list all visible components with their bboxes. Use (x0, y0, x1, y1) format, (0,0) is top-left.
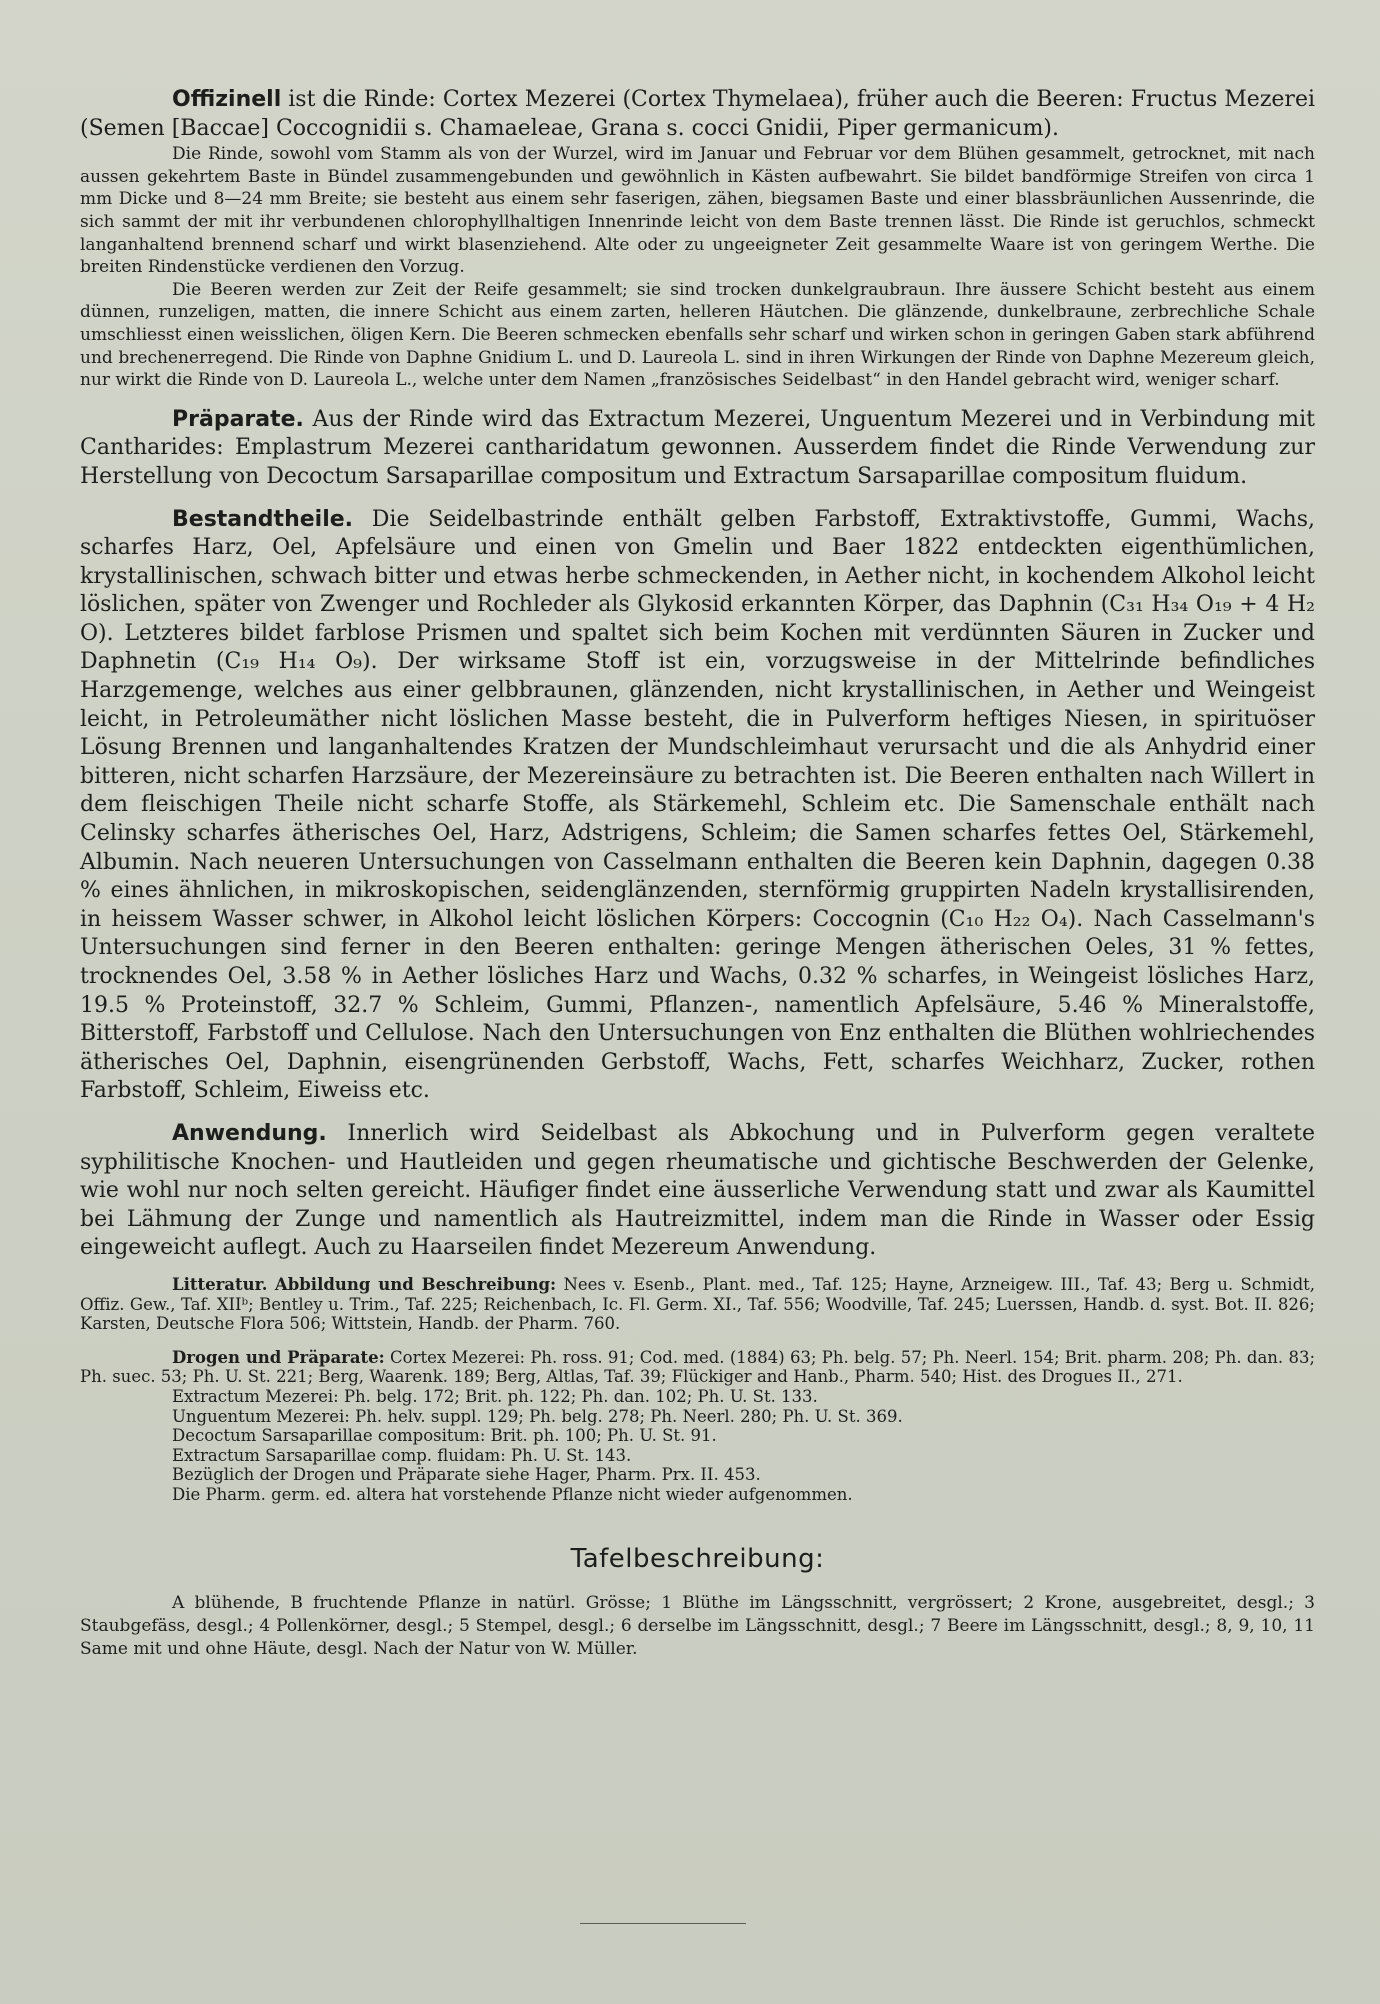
beeren-paragraph: Die Beeren werden zur Zeit der Reife gesammelt; sie sind trocken dunkelgraubraun. Ihre äussere Schicht besteht aus einem dünnen, runzeligen, matten, die innere Schicht aus einem zarten, helleren Häutchen. Die glänzende, dunkelbraune, zerbrechliche Schale umschliesst einen weisslichen, öligen Kern. Die Beeren schmecken ebenfalls sehr scharf und wirken schon in geringen Gaben stark abführend und brechenerregend. Die Rinde von Daphne Gnidium L. und D. Laureola L. sind in ihren Wirkungen der Rinde von Daphne Mezereum gleich, nur wirkt die Rinde von D. Laureola L., welche unter dem Namen „französisches Seidelbast“ in den Handel gebracht wird, weniger scharf. (80, 279, 1315, 391)
drogen-line: Unguentum Mezerei: Ph. helv. suppl. 129; Ph. belg. 278; Ph. Neerl. 280; Ph. U. St. 369. (172, 1406, 903, 1426)
drogen-line: Extractum Sarsaparillae comp. fluidam: Ph. U. St. 143. (172, 1445, 632, 1465)
drogen-text: Cortex Mezerei: Ph. ross. 91; Cod. med. (1884) 63; Ph. belg. 57; Ph. Neerl. 154; Brit. pharm. 208; Ph. dan. 83; Ph. suec. 53; Ph. U. St. 221; Berg, Waarenk. 189; Berg, Altlas, Taf. 39; Flückiger and Hanb., Pharm. 540; Hist. des Drogues II., 271. (80, 1347, 1316, 1387)
drogen-line: Die Pharm. germ. ed. altera hat vorstehende Pflanze nicht wieder aufgenommen. (172, 1484, 853, 1504)
offizinell-text: ist die Rinde: Cortex Mezerei (Cortex Thymelaea), früher auch die Beeren: Fructus Mezerei (Semen [Baccae] Coccognidii s. Chamaeleae, Grana s. cocci Gnidii, Piper germanicum). (80, 87, 1315, 141)
abbildung-subheading: Abbildung und Beschreibung: (274, 1274, 557, 1294)
litteratur-heading: Litteratur. (172, 1274, 268, 1294)
drogen-paragraph (80, 1348, 1315, 1387)
litteratur-paragraph (80, 1275, 1315, 1334)
drogen-heading: Drogen und Präparate: (172, 1347, 385, 1367)
text-column (80, 86, 1315, 1660)
praeparate-paragraph (80, 406, 1315, 492)
praeparate-heading: Präparate. (172, 406, 304, 432)
offizinell-heading: Offizinell (172, 87, 282, 112)
praeparate-text: Aus der Rinde wird das Extractum Mezerei, Unguentum Mezerei und in Verbindung mit Cantharides: Emplastrum Mezerei cantharidatum gewonnen. Ausserdem findet die Rinde Verwendung zur Herstellung von Decoctum Sarsaparillae compositum und Extractum Sarsaparillae compositum fluidum. (80, 406, 1315, 489)
drogen-line: Extractum Mezerei: Ph. belg. 172; Brit. ph. 122; Ph. dan. 102; Ph. U. St. 133. (172, 1386, 818, 1406)
drogen-line: Bezüglich der Drogen und Präparate siehe Hager, Pharm. Prx. II. 453. (172, 1465, 761, 1485)
anwendung-heading: Anwendung. (172, 1120, 327, 1146)
tafel-title: Tafelbeschreibung: (570, 1544, 825, 1575)
tafel-paragraph: A blühende, B fruchtende Pflanze in natürl. Grösse; 1 Blüthe im Längsschnitt, vergrössert; 2 Krone, ausgebreitet, desgl.; 3 Staubgefäss, desgl.; 4 Pollenkörner, desgl.; 5 Stempel, desgl.; 6 derselbe im Längsschnitt, desgl.; 7 Beere im Längsschnitt, desgl.; 8, 9, 10, 11 Same mit und ohne Häute, desgl. Nach der Natur von W. Müller. (80, 1593, 1315, 1659)
bestandtheile-text: Die Seidelbastrinde enthält gelben Farbstoff, Extraktivstoffe, Gummi, Wachs, scharfes Harz, Oel, Apfelsäure und einen von Gmelin und Baer 1822 entdeckten eigenthümlichen, krystallinischen, schwach bitter und etwas herbe schmeckenden, in Aether nicht, in kochendem Alkohol leicht löslichen, später von Zwenger und Rochleder als Glykosid erkannten Körper, das Daphnin (C₃₁ H₃₄ O₁₉ + 4 H₂ O). Letzteres bildet farblose Prismen und spaltet sich beim Kochen mit verdünnten Säuren in Zucker und Daphnetin (C₁₉ H₁₄ O₉). Der wirksame Stoff ist ein, vorzugsweise in der Mittelrinde befindliches Harzgemenge, welches aus einer gelbbraunen, glänzenden, nicht krystallinischen, in Aether und Weingeist leicht, in Petroleumäther nicht löslichen Masse besteht, die in Pulverform heftiges Niesen, in spirituöser Lösung Brennen und langanhaltendes Kratzen der Mundschleimhaut verursacht und die als Anhydrid einer bitteren, nicht scharfen Harzsäure, der Mezereinsäure zu betrachten ist. Die Beeren enthalten nach Willert in dem fleischigen Theile nicht scharfe Stoffe, als Stärkemehl, Schleim etc. Die Samenschale enthält nach Celinsky scharfes ätherisches Oel, Harz, Adstrigens, Schleim; die Samen scharfes fettes Oel, Stärkemehl, Albumin. Nach neueren Untersuchungen von Casselmann enthalten die Beeren kein Daphnin, dagegen 0.38 % eines ähnlichen, in mikroskopischen, seidenglänzenden, sternförmig gruppirten Nadeln krystallisirenden, in heissem Wasser schwer, in Alkohol leicht löslichen Körpers: Coccognin (C₁₀ H₂₂ O₄). Nach Casselmann's Untersuchungen sind ferner in den Beeren enthalten: geringe Mengen ätherischen Oeles, 31 % fettes, trocknendes Oel, 3.58 % in Aether lösliches Harz und Wachs, 0.32 % scharfes, in Weingeist lösliches Harz, 19.5 % Proteinstoff, 32.7 % Schleim, Gummi, Pflanzen-, namentlich Apfelsäure, 5.46 % Mineralstoffe, Bitterstoff, Farbstoff und Cellulose. Nach den Untersuchungen von Enz enthalten die Blüthen wohlriechendes ätherisches Oel, Daphnin, eisengrünenden Gerbstoff, Wachs, Fett, scharfes Weichharz, Zucker, rothen Farbstoff, Schleim, Eiweiss etc. (80, 506, 1315, 1104)
anwendung-paragraph (80, 1120, 1315, 1263)
rinde-paragraph: Die Rinde, sowohl vom Stamm als von der Wurzel, wird im Januar und Februar vor dem Blühen gesammelt, getrocknet, mit nach aussen gekehrtem Baste in Bündel zusammengebunden und gewöhnlich in Kästen aufbewahrt. Sie bildet bandförmige Streifen von circa 1 mm Dicke und 8—24 mm Breite; sie besteht aus einem sehr faserigen, zähen, biegsamen Baste und einer blassbräunlichen Aussenrinde, die sich sammt der mit ihr verbundenen chlorophyllhaltigen Innenrinde leicht von dem Baste trennen lässt. Die Rinde ist geruchlos, schmeckt langanhaltend brennend scharf und wirkt blasenziehend. Alte oder zu ungeeigneter Zeit gesammelte Waare ist von geringem Werthe. Die breiten Rindenstücke verdienen den Vorzug. (80, 144, 1315, 278)
end-rule (580, 1923, 746, 1924)
litteratur-text: Nees v. Esenb., Plant. med., Taf. 125; Hayne, Arzneigew. III., Taf. 43; Berg u. Schmidt, Offiz. Gew., Taf. XIIᵇ; Bentley u. Trim., Taf. 225; Reichenbach, Ic. Fl. Germ. XI., Taf. 556; Woodville, Taf. 245; Luerssen, Handb. d. syst. Bot. II. 826; Karsten, Deutsche Flora 506; Wittstein, Handb. der Pharm. 760. (80, 1274, 1316, 1334)
anwendung-text: Innerlich wird Seidelbast als Abkochung und in Pulverform gegen veraltete syphilitische Knochen- und Hautleiden und gegen rheumatische und gichtische Beschwerden der Gelenke, wie wohl nur noch selten gereicht. Häufiger findet eine äusserliche Verwendung statt und zwar als Kaumittel bei Lähmung der Zunge und namentlich als Hautreizmittel, indem man die Rinde in Wasser oder Essig eingeweicht auflegt. Auch zu Haarseilen findet Mezereum Anwendung. (80, 1120, 1315, 1261)
drogen-line: Decoctum Sarsaparillae compositum: Brit. ph. 100; Ph. U. St. 91. (172, 1426, 717, 1446)
offizinell-paragraph (80, 86, 1315, 143)
bestandtheile-heading: Bestandtheile. (172, 506, 354, 532)
bestandtheile-paragraph (80, 506, 1315, 1106)
